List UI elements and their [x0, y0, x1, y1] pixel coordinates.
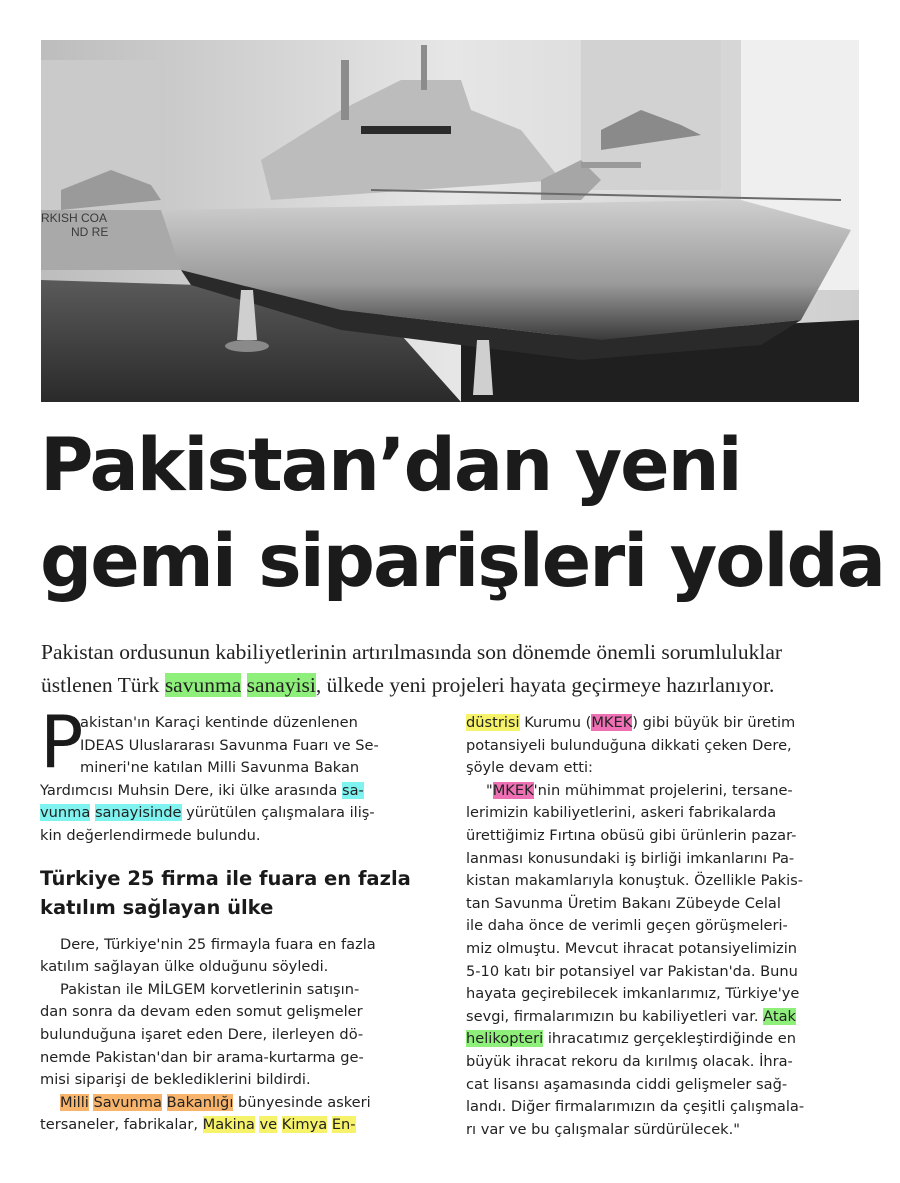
- quote-line: [466, 1028, 866, 1051]
- body-text: Kurumu (: [519, 714, 592, 731]
- lead-text: [241, 673, 246, 697]
- lead-line-2: [41, 669, 871, 702]
- lead-text: , ülkede yeni projeleri hayata geçirmeye hazırlanıyor.: [315, 673, 775, 697]
- headline-line-2: gemi siparişleri yolda: [40, 519, 884, 604]
- highlight-green: sanayisi: [246, 673, 316, 697]
- body-line: [40, 1092, 440, 1115]
- body-line: mineri'ne katılan Milli Savunma Bakan: [80, 759, 360, 777]
- body-text: tersaneler, fabrikalar,: [40, 1116, 203, 1134]
- background-board-text: RKISH COA: [41, 211, 108, 225]
- highlight-orange: Savunma: [93, 1093, 162, 1111]
- body-line: Dere, Türkiye'nin 25 firmayla fuara en fazla: [60, 935, 376, 953]
- quote-line: ile daha önce de verimli geçen görüşmeleri-: [466, 917, 788, 935]
- quote-line: landı. Diğer firmalarımızın da çeşitli çalışmala-: [466, 1098, 805, 1116]
- background-board-text-2: ND RE: [71, 225, 109, 239]
- quote-line: tan Savunma Üretim Bakanı Zübeyde Celal: [466, 894, 781, 912]
- article-column-left: [40, 700, 440, 1137]
- quote-line: ürettiğimiz Fırtına obüsü gibi ürünlerin pazar-: [466, 826, 797, 844]
- quote-line: büyük ihracat rekoru da kırılmış olacak. İhra-: [466, 1052, 793, 1070]
- body-line: [40, 1114, 440, 1137]
- lead-line-1: Pakistan ordusunun kabiliyetlerinin artırılmasında son dönemde önemli sorumluluklar: [41, 640, 783, 664]
- quote-line: lanması konusundaki iş birliği imkanlarını Pa-: [466, 849, 795, 867]
- highlight-orange: Bakanlığı: [166, 1093, 234, 1111]
- highlight-yellow: ve: [259, 1116, 278, 1134]
- quote-line: cat lisansı aşamasında ciddi gelişmeler sağ-: [466, 1075, 788, 1093]
- body-text: ihracatımız gerçekleştirdiğinde en: [543, 1030, 796, 1048]
- subheading: [40, 864, 440, 922]
- body-line: şöyle devam etti:: [466, 759, 593, 777]
- body-line: [40, 802, 440, 825]
- highlight-green: savunma: [164, 673, 242, 697]
- body-line: akistan'ın Karaçi kentinde düzenlenen: [80, 714, 358, 731]
- body-line: Pakistan ile MİLGEM korvetlerinin satışın-: [60, 980, 360, 998]
- highlight-green: helikopteri: [466, 1030, 544, 1048]
- highlight-orange: Milli: [60, 1093, 89, 1111]
- highlight-yellow: düstrisi: [466, 714, 520, 731]
- body-line: katılım sağlayan ülke olduğunu söyledi.: [40, 958, 329, 976]
- body-text: yürütülen çalışmalara iliş-: [181, 804, 375, 822]
- body-text: sevgi, firmalarımızın bu kabiliyetleri var.: [466, 1007, 764, 1025]
- quote-line: kistan makamlarıyla konuştuk. Özellikle Pakis-: [466, 872, 804, 890]
- quote-line: lerimizin kabiliyetlerini, askeri fabrikalarda: [466, 804, 777, 822]
- highlight-cyan: sa-: [341, 781, 364, 799]
- body-line: [466, 712, 866, 735]
- body-text: 'nin mühimmat projelerini, tersane-: [533, 781, 793, 799]
- highlight-pink: MKEK: [492, 781, 534, 799]
- lead-text: üstlenen Türk: [41, 673, 165, 697]
- article-column-right: [466, 712, 866, 1141]
- highlight-cyan: sanayisinde: [94, 804, 182, 822]
- ship-model-illustration: [41, 40, 859, 402]
- ship-model-photo: [41, 40, 859, 402]
- quote-line: [466, 1006, 866, 1029]
- body-text: Yardımcısı Muhsin Dere, iki ülke arasında: [40, 781, 342, 799]
- highlight-yellow: Kimya: [281, 1116, 328, 1134]
- headline-line-1: Pakistan’dan yeni: [40, 423, 741, 508]
- body-line: bulunduğuna işaret eden Dere, ilerleyen dö-: [40, 1025, 364, 1043]
- subheading-line-2: katılım sağlayan ülke: [40, 895, 274, 919]
- body-text: bünyesinde askeri: [233, 1093, 371, 1111]
- body-text: ) gibi büyük bir üretim: [632, 714, 796, 731]
- body-line: potansiyeli bulunduğuna dikkati çeken Dere,: [466, 736, 792, 754]
- body-line: [40, 780, 440, 803]
- highlight-yellow: Makina: [202, 1116, 255, 1134]
- body-line: kin değerlendirmede bulundu.: [40, 826, 261, 844]
- opening-paragraph: [40, 700, 440, 848]
- body-line: dan sonra da devam eden somut gelişmeler: [40, 1003, 363, 1021]
- drop-cap: P: [40, 700, 84, 784]
- quote-line: 5-10 katı bir potansiyel var Pakistan'da. Bunu: [466, 962, 798, 980]
- highlight-yellow: En-: [331, 1116, 356, 1134]
- highlight-pink: MKEK: [591, 714, 633, 731]
- body-text: ": [486, 781, 493, 799]
- subheading-line-1: Türkiye 25 firma ile fuara en fazla: [40, 866, 411, 890]
- body-line: nemde Pakistan'dan bir arama-kurtarma ge-: [40, 1048, 364, 1066]
- lead-paragraph: [41, 636, 871, 702]
- quote-line: rı var ve bu çalışmalar sürdürülecek.": [466, 1120, 740, 1138]
- highlight-green: Atak: [763, 1007, 796, 1025]
- quote-line: [466, 780, 866, 803]
- quote-line: hayata geçirebilecek imkanlarımız, Türkiye'ye: [466, 985, 800, 1003]
- headline: [40, 418, 884, 610]
- quote-line: miz olmuştu. Mevcut ihracat potansiyelimizin: [466, 939, 798, 957]
- body-line: IDEAS Uluslararası Savunma Fuarı ve Se-: [80, 736, 379, 754]
- highlight-cyan: vunma: [40, 804, 91, 822]
- body-line: misi siparişi de beklediklerini bildirdi.: [40, 1071, 311, 1089]
